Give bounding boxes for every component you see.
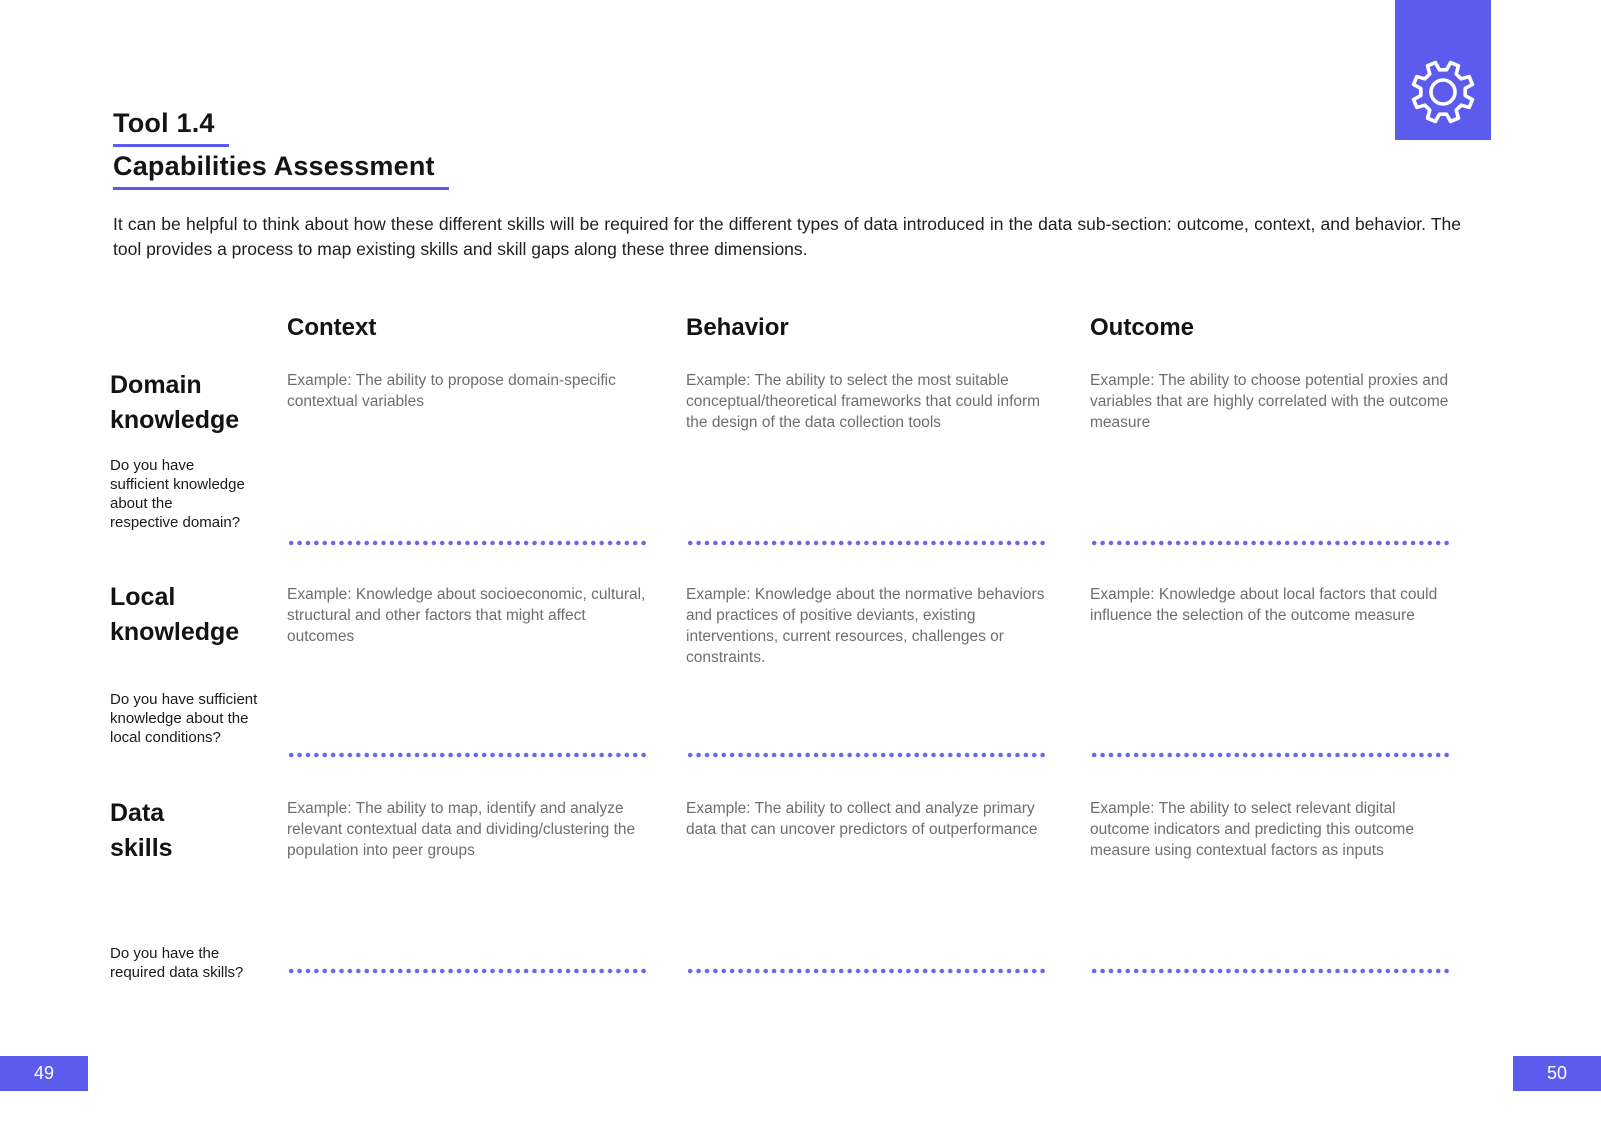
row-label-local-knowledge: Local knowledge	[110, 583, 240, 646]
answer-line-data-behavior	[686, 968, 1048, 974]
cell-data-context: Example: The ability to map, identify and analyze relevant contextual data and dividing/clustering the population into peer groups	[287, 800, 636, 859]
cell-local-outcome: Example: Knowledge about local factors that could influence the selection of the outcome measure	[1090, 586, 1438, 624]
cell-local-context: Example: Knowledge about socioeconomic, cultural, structural and other factors that might affect outcomes	[287, 586, 646, 645]
gear-icon	[1403, 52, 1483, 132]
page-title-line	[113, 151, 449, 194]
title-block	[113, 108, 449, 194]
gear-badge	[1395, 0, 1491, 140]
row-question-local-knowledge: Do you have sufficient knowledge about the local conditions?	[110, 691, 258, 746]
row-question-domain-knowledge: Do you have sufficient knowledge about the respective domain?	[110, 457, 245, 531]
row-label-domain-knowledge: Domain knowledge	[110, 371, 240, 434]
cell-domain-behavior: Example: The ability to select the most suitable conceptual/theoretical frameworks that could inform the design of the data collection tools	[686, 372, 1041, 431]
answer-line-domain-outcome	[1090, 540, 1452, 546]
answer-line-data-context	[287, 968, 649, 974]
page-number-right: 50	[1513, 1056, 1601, 1091]
column-header-context: Context	[287, 314, 377, 341]
cell-local-behavior: Example: Knowledge about the normative behaviors and practices of positive deviants, existing interventions, current resources, challenges or constraints.	[686, 586, 1045, 666]
cell-data-outcome: Example: The ability to select relevant digital outcome indicators and predicting this outcome measure using contextual factors as inputs	[1090, 800, 1414, 859]
page-number-left: 49	[0, 1056, 88, 1091]
answer-line-data-outcome	[1090, 968, 1452, 974]
row-question-data-skills: Do you have the required data skills?	[110, 945, 244, 981]
answer-line-domain-context	[287, 540, 649, 546]
answer-line-local-outcome	[1090, 752, 1452, 758]
page-title: Capabilities Assessment	[113, 151, 449, 190]
answer-line-local-context	[287, 752, 649, 758]
cell-domain-outcome: Example: The ability to choose potential proxies and variables that are highly correlated with the outcome measure	[1090, 372, 1449, 431]
answer-line-local-behavior	[686, 752, 1048, 758]
intro-paragraph: It can be helpful to think about how these different skills will be required for the different types of data introduced in the data sub-section: outcome, context, and behavior. The tool provides a process to map existing skills and skill gaps along these three dimensions.	[113, 214, 1461, 259]
tool-label-line	[113, 108, 449, 151]
row-label-data-skills: Data skills	[110, 799, 173, 862]
column-header-behavior: Behavior	[686, 314, 789, 341]
column-header-outcome: Outcome	[1090, 314, 1195, 341]
answer-line-domain-behavior	[686, 540, 1048, 546]
tool-label: Tool 1.4	[113, 108, 229, 147]
cell-data-behavior: Example: The ability to collect and analyze primary data that can uncover predictors of outperformance	[686, 800, 1038, 838]
cell-domain-context: Example: The ability to propose domain-specific contextual variables	[287, 372, 616, 410]
